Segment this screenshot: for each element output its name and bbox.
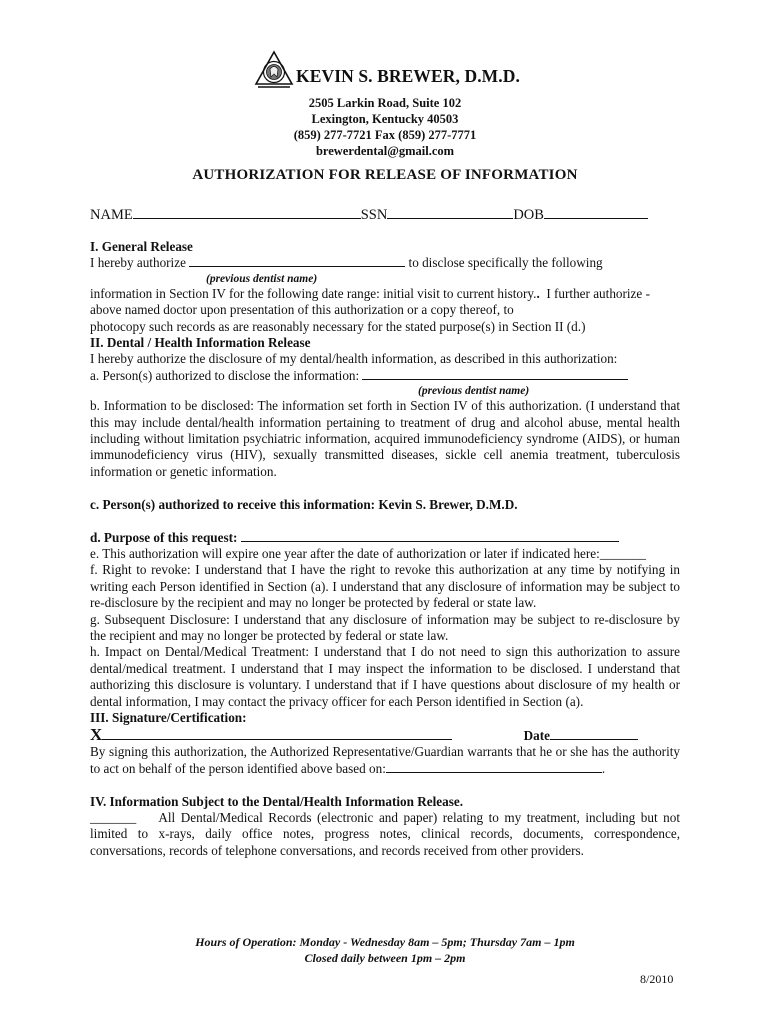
general-line-1b: I further authorize -: [546, 285, 650, 301]
date-field[interactable]: [550, 726, 638, 740]
address-line-2: Lexington, Kentucky 40503: [311, 112, 459, 126]
authorize-suffix: to disclose specifically the following: [408, 255, 603, 271]
authorize-prefix: I hereby authorize: [90, 255, 186, 271]
previous-dentist-field[interactable]: [189, 255, 405, 267]
address-block: [0, 95, 770, 159]
email-address: brewerdental@gmail.com: [315, 144, 455, 158]
dob-field[interactable]: [544, 205, 648, 219]
disclosing-person-label: a. Person(s) authorized to disclose the information:: [90, 367, 360, 383]
disclosing-person-field[interactable]: [362, 368, 628, 380]
records-initial-blank[interactable]: _______: [90, 810, 137, 825]
subsequent-disclosure-text: g. Subsequent Disclosure: I understand that any disclosure of information may be subject to re-disclosure by the recipient and may no longer be protected by federal or state law.: [90, 611, 680, 643]
records-description: All Dental/Medical Records (electronic and paper) relating to my treatment, including but not limited to x-rays, daily office notes, progress notes, clinical records, documents, correspondence, conversations, records of telephone conversations, and records received from other providers.: [90, 810, 680, 858]
treatment-impact-text: h. Impact on Dental/Medical Treatment: I understand that I do not need to sign this authorization to assure dental/medical treatment. I understand that I may inspect the information to be disclosed. I understand that authorizing this disclosure is voluntary. I understand that if I have questions about disclosure of my health or dental information, I may contact the privacy officer for each Person identified in Section (a).: [90, 644, 680, 709]
name-label: NAME: [90, 207, 133, 223]
purpose-field[interactable]: [241, 530, 619, 542]
general-line-1: information in Section IV for the following date range: initial visit to current history.: [90, 285, 537, 301]
closed-hours: Closed daily between 1pm – 2pm: [304, 951, 466, 965]
date-label: Date: [523, 728, 550, 744]
signature-field[interactable]: [102, 726, 452, 740]
ssn-field[interactable]: [387, 205, 513, 219]
right-to-revoke-text: f. Right to revoke: I understand that I have the right to revoke this authorization at any time by notifying in writing each Person identified in Section (a). I understand that any disclosure of information may be subject to re-disclosure by the recipient and may no longer be protected by federal or state law.: [90, 562, 680, 611]
patient-fields-row: [90, 205, 680, 224]
section-heading: I. General Release: [90, 239, 193, 254]
dental-intro: I hereby authorize the disclosure of my dental/health information, as described in this authorization:: [90, 351, 618, 367]
recipient-text: c. Person(s) authorized to receive this information: Kevin S. Brewer, D.M.D.: [90, 496, 518, 512]
ssn-label: SSN: [360, 207, 388, 223]
previous-dentist-caption: (previous dentist name): [206, 272, 318, 285]
signature-authority-text: By signing this authorization, the Authorized Representative/Guardian warrants that he or she has the authority to act on behalf of the person identified above based on:: [90, 744, 680, 776]
section-heading: II. Dental / Health Information Release: [90, 335, 311, 351]
form-title: AUTHORIZATION FOR RELEASE OF INFORMATION: [192, 167, 578, 183]
address-line-1: 2505 Larkin Road, Suite 102: [308, 96, 462, 110]
general-line-3: photocopy such records as are reasonably necessary for the stated purpose(s) in Section II (d.): [90, 318, 586, 334]
information-disclosed-text: b. Information to be disclosed: The information set forth in Section IV of this authorization. (I understand that this may include dental/health information pertaining to treatment of drug and alcohol abuse, mental health including without limitation psychiatric information, acquired immunodeficiency syndrome (AIDS), or human immunodeficiency virus (HIV), sexually transmitted diseases, sickle cell anemia treatment, tuberculosis information or genetic information.: [90, 398, 680, 479]
general-line-2: above named doctor upon presentation of this authorization or a copy thereof, to: [90, 302, 514, 318]
phone-fax: (859) 277-7721 Fax (859) 277-7771: [293, 128, 477, 142]
section-heading: IV. Information Subject to the Dental/Health Information Release.: [90, 793, 464, 809]
sentence-period: .: [601, 760, 606, 776]
expiration-text: e. This authorization will expire one year after the date of authorization or later if indicated here:_______: [90, 545, 646, 561]
section-general-release: I. General Release I hereby authorize to disclose specifically the following (previous dentist name) information in Section IV for the following date range: initial visit to current history.. I further authorize - above named doctor upon presentation of this authorization or a copy thereof, to photocopy such records as are reasonably necessary for the stated purpose(s) in Section II (d.) II. Dental / Health Information Release I hereby authorize the disclosure of my dental/health information, as described in this authorization: a. Person(s) authorized to disclose the information: (previous dentist name) b. Information to be disclosed: The information set forth in Section IV of this authorization. (I understand that this may include dental/health information pertaining to treatment of drug and alcohol abuse, mental health including without limitation psychiatric information, acquired immunodeficiency syndrome (AIDS), or human immunodeficiency virus (HIV), sexually transmitted diseases, sickle cell anemia treatment, tuberculosis information or genetic information. c. Person(s) authorized to receive this information: Kevin S. Brewer, D.M.D. d. Purpose of this request: e. This authorization will expire one year after the date of authorization or later if indicated here:_______ f. Right to revoke: I understand that I have the right to revoke this authorization at any time by notifying in writing each Person identified in Section (a). I understand that any disclosure of information may be subject to re-disclosure by the recipient and may no longer be protected by federal or state law. g. Subsequent Disclosure: I understand that any disclosure of information may be subject to re-disclosure by the recipient and may no longer be protected by federal or state law. h. Impact on Dental/Medical Treatment: I understand that I do not need to sign this authorization to assure dental/medical treatment. I understand that I may inspect the information to be disclosed. I understand that authorizing this disclosure is voluntary. I understand that if I have questions about disclosure of my health or dental information, I may contact the privacy officer for each Person identified in Section (a). III. Signature/Certification: X Date By signing this authorization, the Authorized Representative/Guardian warrants that he or she has the authority to act on behalf of the person identified above based on: . IV. Information Subject to the Dental/Health Information Release. _______ All Dental/Medical Records (electronic and paper) relating to my treatment, including but not limited to x-rays, daily office notes, progress notes, clinical records, documents, correspondence, conversations, records of telephone conversations, and records received from other providers.: [90, 239, 680, 858]
purpose-label: d. Purpose of this request:: [90, 529, 238, 545]
doctor-name: KEVIN S. BREWER, D.M.D.: [296, 66, 520, 86]
dob-label: DOB: [513, 207, 544, 223]
office-hours-footer: [0, 934, 770, 966]
authority-basis-field[interactable]: [386, 761, 602, 773]
signature-x-mark: X: [90, 725, 103, 745]
hours-of-operation: Hours of Operation: Monday - Wednesday 8am – 5pm; Thursday 7am – 1pm: [195, 935, 575, 949]
disclosing-person-caption: (previous dentist name): [418, 385, 530, 398]
section-heading: III. Signature/Certification:: [90, 709, 247, 725]
dental-seal-icon: [254, 50, 294, 90]
revision-date: 8/2010: [640, 972, 674, 986]
name-field[interactable]: [133, 205, 361, 219]
